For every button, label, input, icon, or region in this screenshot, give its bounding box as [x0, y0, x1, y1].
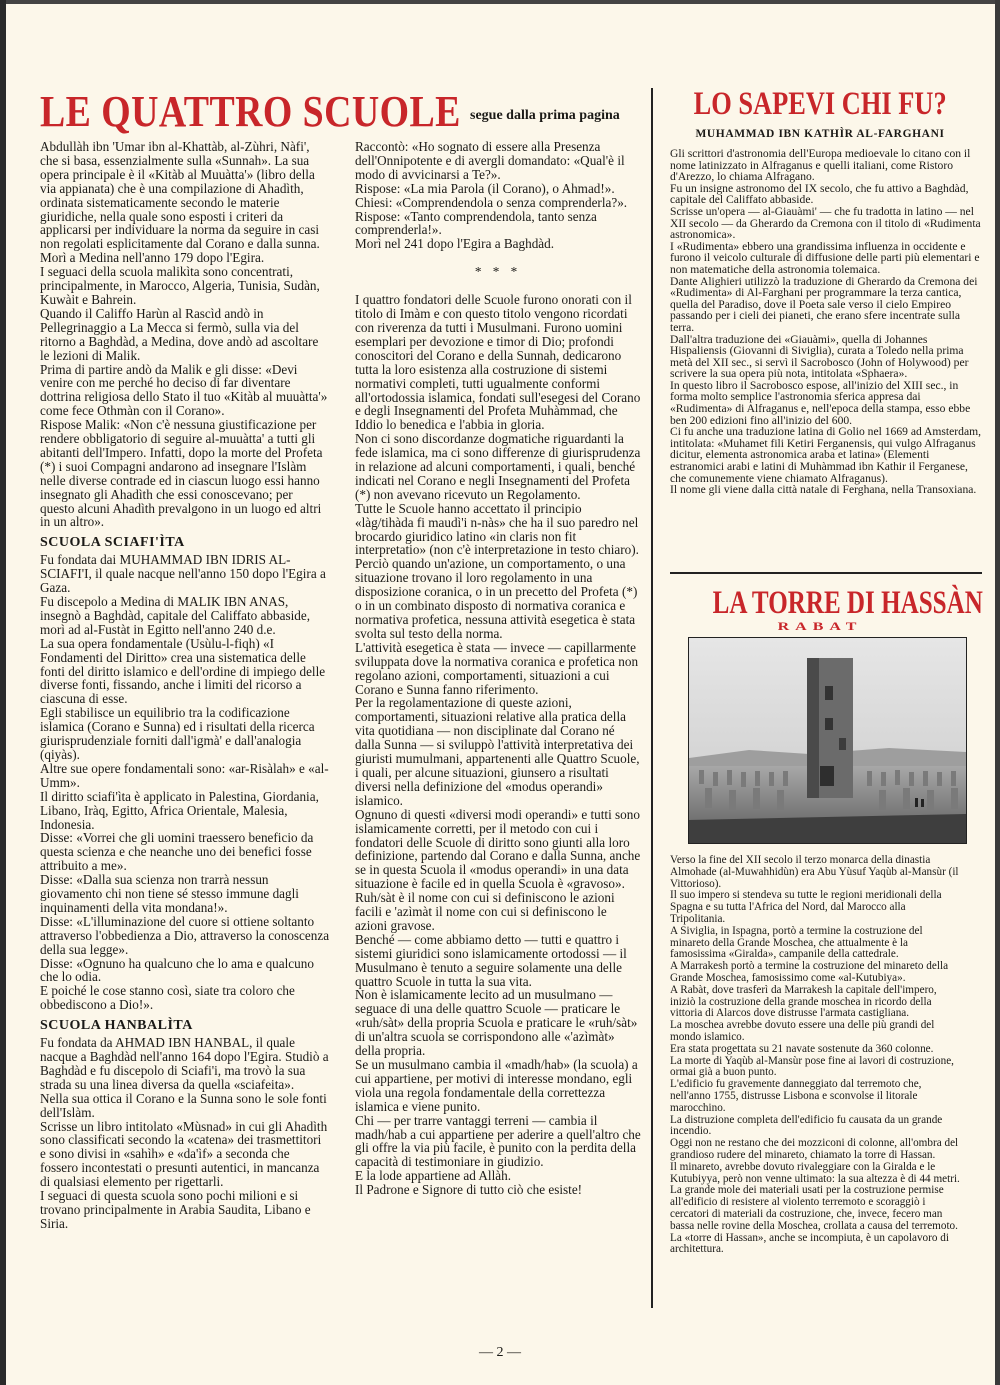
paragraph: Rispose Malik: «Non c'è nessuna giustificazione per rendere obbligatorio di seguire al-muuàtta' a tutti gli abitanti dell'Impero. Infatti, dopo la morte del Profeta (*) i suoi Compagni andarono ad insegnare l'Islàm nelle diverse contrade ed in ciascun luogo essi hanno insegnato gli Ahadìth che essi conoscevano; per questo alcuni Ahadìth prevalgono in un luogo ed altri in un altro».: [40, 417, 323, 530]
paragraph: Nella sua ottica il Corano e la Sunna sono le sole fonti dell'Islàm.: [40, 1090, 327, 1120]
paragraph: Altre sue opere fondamentali sono: «ar-Risàlah» e «al-Umm».: [40, 760, 329, 790]
paragraph: Ognuno di questi «diversi modi operandi» e tutti sono islamicamente corretti, per il metodo con cui i fondatori delle Scuole di diritto sono giunti alla loro definizione, partendo dal Corano e dalla Sunna, anche se in questa Scuola il «modus operandi» in una data situazione è facile ed in quella Scuola è «gravoso».: [355, 806, 641, 892]
paragraph: I «Rudimenta» ebbero una grandissima influenza in occidente e furono il veicolo culturale di diffusione delle parti più elementari e non matematiche della astronomia tolemaica.: [670, 239, 980, 276]
paragraph: I seguaci della scuola malikìta sono concentrati, principalmente, in Marocco, Algeria, Tunisia, Sudàn, Kuwàit e Bahrein.: [40, 264, 320, 307]
paragraph: Benché — come abbiamo detto — tutti e quattro i sistemi giuridici sono islamicamente ortodossi — il Musulmano è tenuto a seguire solamente una delle quattro Scuole in tutta la sua vita.: [355, 931, 627, 989]
paragraph: Non è islamicamente lecito ad un musulmano — seguace di una delle quattro Scuole — praticare le «ruh/sàt» della propria Scuola e praticare le «ruh/sàt» di un'altra scuola se corrispondono alle «'azìmàt» della propria.: [355, 987, 638, 1059]
paragraph: Era stata progettata su 21 navate sostenute da 360 colonne.: [670, 1042, 934, 1055]
torre-title: [670, 585, 983, 622]
article-title: LE QUATTRO SCUOLE: [40, 87, 461, 136]
paragraph: I quattro fondatori delle Scuole furono onorati con il titolo di Imàm e con questo titolo vengono ricordati con riverenza da tutti i Musulmani. Furono uomini esemplari per devozione e timor di Dio; profondi conoscitori del Corano e della Sunnah, dedicarono tutta la loro esistenza alla costruzione di sistemi normativi completi, tutti ugualmente conformi all'ortodossia islamica, fondati sull'esegesi del Corano e degli Insegnamenti del Profeta Muhàmmad, che Iddio lo benedica e l'abbia in gloria.: [355, 292, 641, 433]
article-continuation-note: segue dalla prima pagina: [470, 108, 620, 123]
article-column-1: [40, 140, 330, 1320]
paragraph: Ruh/sàt è il nome con cui si definiscono le azioni facili e 'azìmàt il nome con cui si definiscono le azioni gravose.: [355, 890, 615, 933]
paragraph: Fu discepolo a Medina di MALIK IBN ANAS, insegnò a Baghdàd, capitale del Califfato abbaside, morì ad al-Fustàt in Egitto nell'anno 240 d.e.: [40, 594, 311, 637]
paragraph: E la lode appartiene ad Allàh.: [355, 1168, 511, 1184]
tower-icon: [807, 658, 853, 798]
paragraph: Il minareto, avrebbe dovuto rivaleggiare con la Giralda e le Kutubiyya, però non venne ultimato: la sua altezza è di 44 metri.: [670, 1160, 960, 1185]
paragraph: L'edificio fu gravemente danneggiato dal terremoto che, nell'anno 1755, distrusse Lisbona e sconvolse il litorale marocchino.: [670, 1078, 922, 1114]
paragraph: Non ci sono discordanze dogmatiche riguardanti la fede islamica, ma ci sono differenze di giurisprudenza in relazione ad alcuni comportamenti, i quali, benché indicati nel Corano e negli Insegnamenti del Profeta (*) non avevano ricevuto un Regolamento.: [355, 431, 641, 502]
paragraph: Disse: «Dalla sua scienza non trarrà nessun giovamento chi non tiene sé stesso immune dagli inquinamenti della vita mondana!».: [40, 872, 299, 915]
paragraph: L'attività esegetica è stata — invece — capillarmente sviluppata dove la normativa coranica e profetica non regolano azioni, comportamenti, situazioni a cui Corano e Sunna fanno riferimento.: [355, 639, 639, 697]
sidebar-title: [660, 86, 980, 123]
paragraph: I seguaci di questa scuola sono pochi milioni e si trovano principalmente in Arabia Saudita, Libano e Siria.: [40, 1188, 311, 1231]
paragraph: Il Padrone e Signore di tutto ciò che esiste!: [355, 1182, 583, 1198]
sidebar-title-text: LO SAPEVI CHI FU?: [693, 86, 947, 122]
paragraph: Prima di partire andò da Malik e gli disse: «Devi venire con me perché ho deciso di far diventare dottrina religiosa dello Stato il tuo «Kitàb al muuàtta'» come fece Othmàn con il Corano».: [40, 361, 328, 419]
paragraph: La «torre di Hassan», anche se incompiuta, è un capolavoro di architettura.: [670, 1231, 949, 1256]
paragraph: La morte di Yaqùb al-Mansùr pose fine ai lavori di costruzione, ormai già a buon punto.: [670, 1054, 954, 1079]
paragraph: Disse: «Ognuno ha qualcuno che lo ama e qualcuno che lo odia.: [40, 955, 314, 985]
torre-title-text: LA TORRE DI HASSÀN: [712, 585, 983, 621]
paragraph: La distruzione completa dell'edificio fu causata da un grande incendio.: [670, 1113, 943, 1138]
paragraph: Raccontò: «Ho sognato di essere alla Presenza dell'Onnipotente e di avergli domandato: «Qual'è il modo di avvicinarsi a Te?».: [355, 140, 625, 182]
paragraph: Quando il Califfo Harùn al Rascìd andò in Pellegrinaggio a La Mecca si fermò, sulla via del ritorno a Baghdàd, a Medina, dove andò ad ascoltare le lezioni di Malik.: [40, 305, 319, 363]
paragraph: Egli stabilisce un equilibrio tra la codificazione islamica (Corano e Sunna) ed i risultati della ricerca giurisprudenziale forniti dall'igmà' e dall'analogia (qiyàs).: [40, 705, 315, 762]
paragraph: Abdullàh ibn 'Umar ibn al-Khattàb, al-Zùhri, Nàfi', che si basa, essenzialmente sulla «Sunnah». La sua opera principale è il «Kitàb al Muuàtta'» (libro della via appianata) che è una compilazione di Ahadìth, ordinata sistematicamente secondo le materie giuridiche, nella quale sono esposti i criteri da applicarsi per individuare la norma da seguire in casi non regolati esplicitamente dal Corano e dalla sunna.: [40, 140, 320, 252]
paragraph: Chiesi: «Comprendendola o senza comprenderla?». Rispose: «Tanto comprendendola, tanto senza comprenderla!».: [355, 194, 628, 238]
sidebar-column: [670, 148, 982, 553]
paragraph: Fu fondata da AHMAD IBN HANBAL, il quale nacque a Baghdàd nell'anno 164 dopo l'Egira. Studiò a Baghdàd e fu discepolo di Sciafi'i, ma trovò la sua strada su una linea diversa da quella «sciafeita».: [40, 1035, 329, 1092]
paragraph: Oggi non ne restano che dei mozziconi di colonne, all'ombra del grandioso rudere del minareto, chiamato la torre di Hassan.: [670, 1137, 959, 1161]
paragraph: In questo libro il Sacrobosco espose, all'inizio del XIII sec., in forma molto semplice l'astronomia sferica appresa dai «Rudimenta» di Alfraganus e, nell'epoca della stampa, esso ebbe ben 200 edizioni fino all'inizio del 600.: [670, 378, 971, 427]
paragraph: E poiché le cose stanno così, siate tra coloro che obbediscono a Dio!».: [40, 983, 295, 1013]
paragraph: La grande mole dei materiali usati per la costruzione permise all'edificio di resistere al violento terremoto e scoraggiò i cercatori di materiali da costruzione, che, invece, fecero man bassa nelle rovine della Moschea, crollata a causa del terremoto.: [670, 1184, 958, 1232]
paragraph: Fu fondata dai MUHAMMAD IBN IDRIS AL-SCIAFI'I, il quale nacque nell'anno 150 dopo l'Egira a Gaza.: [40, 552, 326, 596]
scan-edge-right: [995, 0, 1000, 1385]
torre-column: [670, 855, 960, 1295]
paragraph: A Rabàt, dove trasferì da Marrakesh la capitale dell'impero, iniziò la costruzione della grande moschea in ricordo della vittoria di Alarcos dove distrusse l'armata castigliana.: [670, 983, 937, 1020]
paragraph: Dall'altra traduzione dei «Giauàmi», quella di Johannes Hispaliensis (Giovanni di Siviglia), curata a Toledo nella prima metà del XII sec., si servì il Sacrobosco (John of Holywood) per scrivere la sua opera più nota, intitolata «Sphaera».: [670, 332, 969, 381]
scan-edge-left: [0, 0, 6, 1385]
paragraph: Verso la fine del XII secolo il terzo monarca della dinastia Almohade (al-Muwahhidùn) era Abu Yùsuf Yaqùb al-Mansùr (il Vittorioso).: [670, 855, 959, 890]
paragraph: Tutte le Scuole hanno accettato il principio «làg/tihàda fi maudì'i n-nàs» che ha il suo paredro nel brocardo giuridico latino «in claris non fit interpretatio» (non c'è interpretazione in testo chiaro).: [355, 500, 639, 558]
article-header: [40, 86, 650, 136]
hassan-tower-photo: [688, 637, 967, 844]
paragraph: Scrisse un'opera — al-Giauàmi' — che fu tradotta in latino — nel XII secolo — da Gherardo da Cremona con il titolo di «Rudimenta astronomica».: [670, 204, 981, 242]
paragraph: Il nome gli viene dalla città natale di Ferghana, nella Transoxiana.: [670, 483, 977, 497]
paragraph: Scrisse un libro intitolato «Mùsnad» in cui gli Ahadìth sono classificati secondo la «catena» dei trasmettitori e sono divisi in «sahìh» e «da'ìf» a seconda che fossero incontestati o presunti autentici, in mancanza di qualsiasi elemento per rigettarli.: [40, 1118, 328, 1190]
paragraph: A Marrakesh portò a termine la costruzione del minareto della Grande Moschea, famosissimo come «al-Kutubiya».: [670, 960, 949, 984]
sidebar-subtitle: MUHAMMAD IBN KATHÌR AL-FARGHANI: [695, 128, 945, 140]
hassan-tower-illustration: [689, 638, 966, 843]
paragraph: Chi — per trarre vantaggi terreni — cambia il madh/hab a cui appartiene per aderire a quell'altro che gli offre la via più facile, è punito con la perdita della capacità di testimoniare in giudizio.: [355, 1112, 641, 1170]
paragraph: La sua opera fondamentale (Usùlu-l-fiqh) «I Fondamenti del Diritto» crea una sistematica delle fonti del diritto islamico e dell'ordine di impiego delle diverse fonti, fissando, anche i limiti del ricorso a ciascuna di esse.: [40, 635, 326, 707]
sidebar-divider: [670, 572, 982, 574]
article-column-2: [355, 140, 641, 1320]
paragraph: Per la regolamentazione di queste azioni, comportamenti, situazioni relative alla pratica della vita quotidiana — non disciplinate dal Corano né dalla Sunna — si sviluppò l'attività interpretativa dei giuristi mumulmani, appartenenti alle Quattro Scuole, i quali, per alcune situazioni, giunsero a risultati diversi nella definizione del «modus operandi» islamico.: [355, 695, 640, 808]
paragraph: Disse: «Vorrei che gli uomini traessero beneficio da questa scienza e che neanche uno dei benefici fosse attribuito a me».: [40, 830, 314, 874]
paragraph: Gli scrittori d'astronomia dell'Europa medioevale lo citano con il nome latinizzato in Alfraganus e quelli italiani, come Ristoro d'Arezzo, lo chiama Alfragano.: [670, 148, 971, 184]
paragraph: Morì nel 241 dopo l'Egira a Baghdàd.: [355, 236, 555, 252]
torre-subtitle: RABAT: [777, 620, 863, 633]
paragraph: Morì a Medina nell'anno 179 dopo l'Egira.: [40, 250, 265, 266]
paragraph: Disse: «L'illuminazione del cuore si ottiene soltanto attraverso l'obbedienza a Dio, attraverso la conoscenza della sua legge».: [40, 913, 330, 957]
paragraph: La moschea avrebbe dovuto essere una delle più grandi del mondo islamico.: [670, 1019, 935, 1043]
paragraph: Se un musulmano cambia il «madh/hab» (la scuola) a cui appartiene, per motivi di interesse mondano, egli viola una regola fondamentale della correttezza islamica e viene punito.: [355, 1057, 638, 1114]
page-number: — 2 —: [479, 1345, 521, 1360]
paragraph: Il diritto sciafi'ìta è applicato in Palestina, Giordania, Libano, Iràq, Egitto, Africa Orientale, Malesia, Indonesia.: [40, 788, 319, 832]
paragraph: Rispose: «La mia Parola (il Corano), o Ahmad!».: [355, 180, 615, 196]
paragraph: Perciò quando un'azione, un comportamento, o una situazione trovano il loro regolamento in una disposizione coranica, o in un precetto del Profeta (*) o in un combinato disposto di normativa coranica e normativa profetica, nessuna attività esegetica è stata svolta sul testo della norma.: [355, 556, 638, 641]
column-divider: [651, 88, 653, 1308]
paragraph: Dante Alighieri utilizzò la traduzione di Gherardo da Cremona dei «Rudimenta» di Al-Farghani per programmare la terza cantica, quella del Paradiso, dove il Poeta sale verso il cielo Empireo passando per i cieli dei pianeti, che erano sfere incentrate sulla terra.: [670, 274, 978, 334]
paragraph: Il suo impero si stendeva su tutte le regioni meridionali della Spagna e su tutta l'Africa del Nord, dal Marocco alla Tripolitania.: [670, 889, 942, 925]
paragraph: Fu un insigne astronomo del IX secolo, che fu attivo a Baghdàd, capitale del Califfato abbaside.: [670, 181, 969, 207]
paragraph: Ci fu anche una traduzione latina di Golio nel 1669 ad Amsterdam, intitolata: «Muhamet fili Ketiri Ferganensis, qui vulgo Alfraganus dicitur, elementa astronomica araba et latina» (Elementi estranomici arabi e latini di Muhàmmad ibn Kathir il Ferganese, che comunemente viene chiamato Alfraganus).: [670, 425, 982, 485]
section-separator: * * *: [474, 264, 522, 280]
section-heading-hanbalita: SCUOLA HANBALÌTA: [40, 1018, 193, 1034]
section-heading-sciafiita: SCUOLA SCIAFI'ÌTA: [40, 535, 185, 551]
scan-edge-top: [0, 0, 1000, 4]
paragraph: A Siviglia, in Ispagna, portò a termine la costruzione del minareto della Grande Moschea, che attualmente è la famosissima «Giralda», campanile della cattedrale.: [670, 924, 923, 961]
